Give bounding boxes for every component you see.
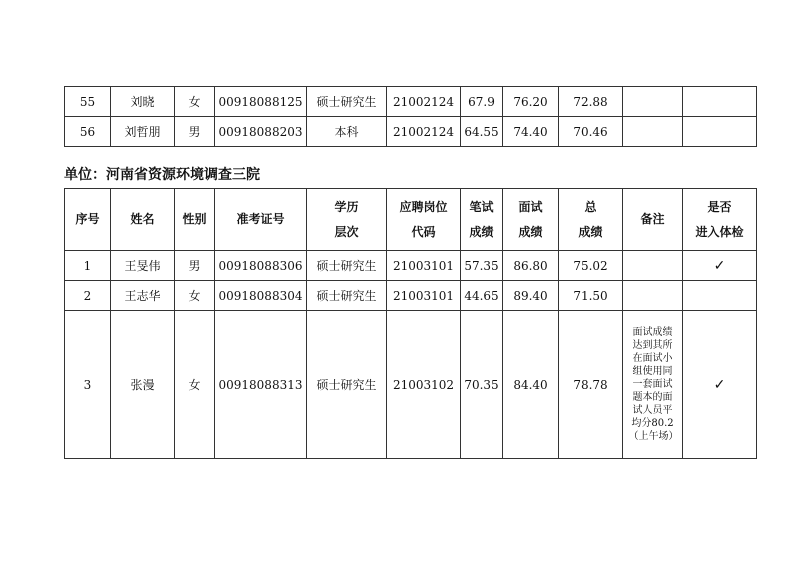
table-row bbox=[65, 251, 757, 281]
cell-interview-score: 89.40 bbox=[503, 281, 559, 311]
cell-post-code: 21003101 bbox=[387, 251, 461, 281]
cell-no: 2 bbox=[65, 281, 111, 311]
note-text: 面试成绩达到其所在面试小组使用同一套面试题本的面试人员平均分80.2（上午场） bbox=[628, 327, 679, 442]
cell-total-score: 75.02 bbox=[559, 251, 623, 281]
cell-no: 55 bbox=[65, 87, 111, 117]
checkmark-icon: ✓ bbox=[683, 251, 757, 281]
cell-physical bbox=[683, 281, 757, 311]
cell-post-code: 21002124 bbox=[387, 87, 461, 117]
header-post-code bbox=[387, 189, 461, 251]
cell-interview-score: 84.40 bbox=[503, 311, 559, 459]
header-interview bbox=[503, 189, 559, 251]
header-post-line1: 应聘岗位 bbox=[399, 199, 448, 214]
header-education-line2: 层次 bbox=[334, 224, 359, 239]
cell-exam-id: 00918088313 bbox=[215, 311, 307, 459]
header-physical-line1: 是否 bbox=[707, 199, 732, 214]
header-written-line1: 笔试 bbox=[469, 199, 494, 214]
cell-physical bbox=[683, 117, 757, 147]
cell-name: 张漫 bbox=[111, 311, 175, 459]
cell-exam-id: 00918088306 bbox=[215, 251, 307, 281]
unit-title: 单位：河南省资源环境调查三院 bbox=[64, 167, 260, 183]
header-gender: 性别 bbox=[175, 189, 215, 251]
cell-gender: 女 bbox=[175, 281, 215, 311]
cell-no: 3 bbox=[65, 311, 111, 459]
cell-written-score: 64.55 bbox=[461, 117, 503, 147]
cell-total-score: 70.46 bbox=[559, 117, 623, 147]
cell-education: 本科 bbox=[307, 117, 387, 147]
header-exam-id: 准考证号 bbox=[215, 189, 307, 251]
cell-post-code: 21002124 bbox=[387, 117, 461, 147]
cell-written-score: 70.35 bbox=[461, 311, 503, 459]
cell-total-score: 72.88 bbox=[559, 87, 623, 117]
cell-written-score: 57.35 bbox=[461, 251, 503, 281]
header-written-line2: 成绩 bbox=[469, 224, 494, 239]
header-note: 备注 bbox=[623, 189, 683, 251]
header-physical-line2: 进入体检 bbox=[695, 224, 744, 239]
cell-exam-id: 00918088203 bbox=[215, 117, 307, 147]
cell-gender: 女 bbox=[175, 311, 215, 459]
table-row bbox=[65, 311, 757, 459]
cell-name: 王志华 bbox=[111, 281, 175, 311]
header-interview-line2: 成绩 bbox=[518, 224, 543, 239]
cell-education: 硕士研究生 bbox=[307, 281, 387, 311]
cell-note bbox=[623, 311, 683, 459]
header-education bbox=[307, 189, 387, 251]
table-header-row bbox=[65, 189, 757, 251]
header-total-line2: 成绩 bbox=[578, 224, 603, 239]
table-row bbox=[65, 281, 757, 311]
header-post-line2: 代码 bbox=[411, 224, 436, 239]
results-table bbox=[64, 188, 757, 459]
cell-written-score: 67.9 bbox=[461, 87, 503, 117]
header-physical bbox=[683, 189, 757, 251]
table-row bbox=[65, 87, 757, 117]
header-interview-line1: 面试 bbox=[518, 199, 543, 214]
cell-interview-score: 74.40 bbox=[503, 117, 559, 147]
cell-gender: 女 bbox=[175, 87, 215, 117]
cell-no: 1 bbox=[65, 251, 111, 281]
cell-interview-score: 76.20 bbox=[503, 87, 559, 117]
cell-physical bbox=[683, 87, 757, 117]
cell-name: 刘晓 bbox=[111, 87, 175, 117]
checkmark-icon: ✓ bbox=[683, 311, 757, 459]
cell-name: 刘哲朋 bbox=[111, 117, 175, 147]
cell-exam-id: 00918088125 bbox=[215, 87, 307, 117]
cell-total-score: 71.50 bbox=[559, 281, 623, 311]
cell-written-score: 44.65 bbox=[461, 281, 503, 311]
cell-note bbox=[623, 117, 683, 147]
cell-note bbox=[623, 251, 683, 281]
header-education-line1: 学历 bbox=[334, 199, 359, 214]
cell-total-score: 78.78 bbox=[559, 311, 623, 459]
header-total-line1: 总 bbox=[584, 199, 597, 214]
cell-no: 56 bbox=[65, 117, 111, 147]
cell-name: 王旻伟 bbox=[111, 251, 175, 281]
cell-interview-score: 86.80 bbox=[503, 251, 559, 281]
cell-exam-id: 00918088304 bbox=[215, 281, 307, 311]
header-total bbox=[559, 189, 623, 251]
table-row bbox=[65, 117, 757, 147]
header-written bbox=[461, 189, 503, 251]
previous-unit-table bbox=[64, 86, 757, 147]
cell-note bbox=[623, 281, 683, 311]
cell-education: 硕士研究生 bbox=[307, 251, 387, 281]
cell-education: 硕士研究生 bbox=[307, 311, 387, 459]
cell-note bbox=[623, 87, 683, 117]
cell-education: 硕士研究生 bbox=[307, 87, 387, 117]
header-name: 姓名 bbox=[111, 189, 175, 251]
cell-gender: 男 bbox=[175, 117, 215, 147]
header-no: 序号 bbox=[65, 189, 111, 251]
cell-gender: 男 bbox=[175, 251, 215, 281]
cell-post-code: 21003101 bbox=[387, 281, 461, 311]
cell-post-code: 21003102 bbox=[387, 311, 461, 459]
